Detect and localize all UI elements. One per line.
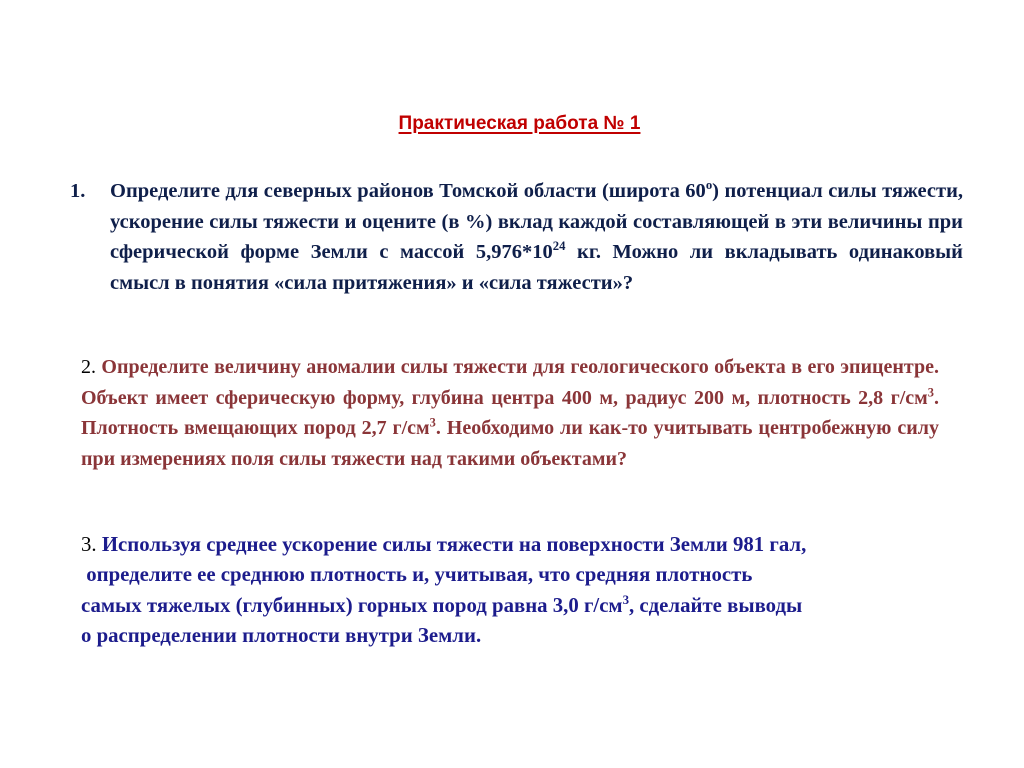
task-2: [81, 352, 939, 475]
task-2-cube-sup-1: 3: [927, 385, 934, 400]
task-1-text-part1: Определите для северных районов Томской области (широта 60: [110, 180, 706, 202]
task-3-line-3-tail: , сделайте выводы: [629, 593, 803, 617]
task-3-line-1-text: Используя среднее ускорение силы тяжести на поверхности Земли 981 гал,: [101, 533, 807, 556]
task-2-text-part3: . Необходимо ли как-то учитывать центробежную силу при измерениях поля силы тяжести над такими объектами?: [81, 417, 939, 471]
task-3-line-2: определите ее среднюю плотность и, учитывая, что средняя плотность: [81, 563, 753, 587]
task-2-number: 2.: [81, 356, 96, 378]
task-1-text-part3: кг. Можно ли вкладывать одинаковый смысл в понятия «сила притяжения» и «сила тяжести»?: [110, 241, 963, 294]
task-3-line-3-text: самых тяжелых (глубинных) горных пород равна 3,0 г/см: [81, 593, 623, 617]
task-2-text-part1: Определите величину аномалии силы тяжести для геологического объекта в его эпицентре. Объект имеет сферическую форму, глубина центра 400 м, радиус 200 м, плотность 2,8 г/см: [81, 356, 940, 409]
task-1-text-part2: ) потенциал силы тяжести, ускорение силы тяжести и оцените (в %) вклад каждой составляющей в эти величины при сферической форме Земли с массой 5,976*10: [110, 180, 964, 264]
task-2-cube-sup-2: 3: [429, 415, 436, 430]
task-1-text: [110, 176, 963, 298]
task-2-text-part2: . Плотность вмещающих пород 2,7 г/см: [81, 386, 939, 440]
task-1-exponent-sup: 24: [552, 239, 566, 254]
task-3-number: 3.: [81, 533, 97, 556]
task-1-number: 1.: [70, 180, 86, 202]
task-1: [70, 176, 963, 298]
task-1-degree-sup: о: [705, 178, 713, 193]
page-title: Практическая работа № 1: [398, 113, 641, 134]
task-3: [81, 530, 971, 651]
task-3-line-4: о распределении плотности внутри Земли.: [81, 623, 482, 647]
task-3-line-3: [81, 591, 971, 621]
task-3-line-1: [81, 530, 971, 560]
task-3-cube-sup: 3: [622, 592, 630, 607]
